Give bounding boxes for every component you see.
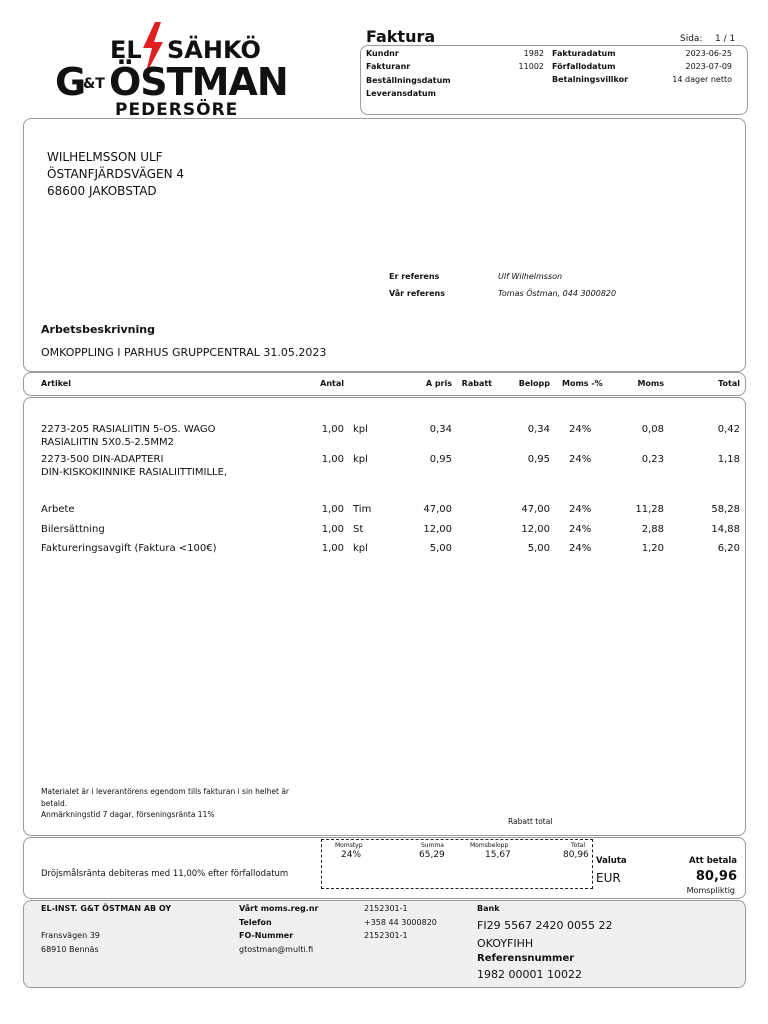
row-moms: 11,28 <box>635 504 664 515</box>
bestallningsdatum-label: Beställningsdatum <box>366 76 451 85</box>
valuta-label: Valuta <box>596 856 627 866</box>
row-unit: kpl <box>353 543 368 554</box>
fakturanr-value: 11002 <box>518 62 544 71</box>
logo-amp-t: &T <box>83 76 105 92</box>
momsbelopp-value: 15,67 <box>485 850 511 860</box>
row-belopp: 0,34 <box>527 424 550 435</box>
momsbelopp-label: Momsbelopp <box>470 842 509 849</box>
row-artikel: Faktureringsavgift (Faktura <100€) <box>41 543 217 554</box>
table-row-desc <box>0 437 768 451</box>
momstyp-label: Momstyp <box>335 842 363 849</box>
row-unit: Tim <box>353 504 372 515</box>
row-belopp: 5,00 <box>527 543 550 554</box>
er-referens-value: Ulf Wilhelmsson <box>498 272 563 281</box>
row-unit: kpl <box>353 424 368 435</box>
table-row <box>0 504 768 518</box>
col-rabatt: Rabatt <box>461 379 492 388</box>
total-value: 80,96 <box>563 850 589 860</box>
momspliktig-label: Momspliktig <box>686 886 735 895</box>
dröjsmalsranta-note: Dröjsmålsränta debiteras med 11,00% efter förfallodatum <box>41 869 289 879</box>
table-row <box>0 543 768 557</box>
row-moms: 0,23 <box>641 454 664 465</box>
terms-line-2: betald. <box>41 798 68 808</box>
total-label: Total <box>571 842 586 849</box>
row-artikel: 2273-205 RASIALIITIN 5-OS. WAGO <box>41 424 216 435</box>
att-betala-value: 80,96 <box>695 869 737 884</box>
col-total: Total <box>718 379 740 388</box>
fakturadatum-label: Fakturadatum <box>552 49 616 58</box>
logo-el: EL <box>110 36 142 64</box>
row-total: 0,42 <box>717 424 740 435</box>
footer-tel-label: Telefon <box>239 918 272 927</box>
col-artikel: Artikel <box>41 379 71 388</box>
table-row <box>0 454 768 468</box>
terms-note <box>41 786 289 821</box>
logo-ostman: ÖSTMAN <box>109 60 288 104</box>
row-antal: 1,00 <box>321 543 344 554</box>
rabatt-total-label: Rabatt total <box>508 817 553 826</box>
terms-line-3: Anmärkningstid 7 dagar, förseningsränta 11% <box>41 810 215 819</box>
footer-bank-label: Bank <box>477 904 500 913</box>
fakturanr-label: Fakturanr <box>366 62 411 71</box>
row-total: 14,88 <box>711 524 740 535</box>
footer-iban: FI29 5567 2420 0055 22 <box>477 919 613 932</box>
row-moms-pct: 24% <box>569 504 592 515</box>
row-apris: 0,95 <box>429 454 452 465</box>
row-moms-pct: 24% <box>569 424 592 435</box>
footer-ref-label: Referensnummer <box>477 953 575 964</box>
col-belopp: Belopp <box>518 379 550 388</box>
row-artikel: 2273-500 DIN-ADAPTERI <box>41 454 164 465</box>
row-moms: 2,88 <box>641 524 664 535</box>
betalningsvillkor-label: Betalningsvillkor <box>552 75 629 84</box>
momstyp-value: 24% <box>341 850 362 860</box>
summa-label: Summa <box>421 842 444 849</box>
logo-g: G <box>55 60 86 104</box>
er-referens-label: Er referens <box>389 272 440 281</box>
row-apris: 12,00 <box>423 524 452 535</box>
row-belopp: 12,00 <box>521 524 550 535</box>
row-artikel-desc: RASIALIITIN 5X0.5-2.5MM2 <box>41 437 174 448</box>
footer-tel-value: +358 44 3000820 <box>364 918 437 927</box>
page-label: Sida: <box>680 34 703 44</box>
footer-ref-value: 1982 00001 10022 <box>477 968 582 981</box>
footer-city: 68910 Bennäs <box>41 945 99 954</box>
row-moms-pct: 24% <box>569 454 592 465</box>
row-apris: 0,34 <box>429 424 452 435</box>
footer-street: Fransvägen 39 <box>41 931 100 940</box>
arbetsbeskrivning-label: Arbetsbeskrivning <box>41 323 155 336</box>
row-apris: 5,00 <box>429 543 452 554</box>
footer-box <box>23 900 746 988</box>
col-antal: Antal <box>320 379 344 388</box>
row-total: 58,28 <box>711 504 740 515</box>
col-apris: A pris <box>425 379 452 388</box>
footer-moms-value: 2152301-1 <box>364 904 408 913</box>
row-moms-pct: 24% <box>569 543 592 554</box>
row-artikel-desc: DIN-KISKOKIINNIKE RASIALIITTIMILLE, <box>41 467 228 478</box>
customer-street: ÖSTANFJÄRDSVÄGEN 4 <box>47 167 185 181</box>
fakturadatum-value: 2023-06-25 <box>685 49 732 58</box>
customer-city: 68600 JAKOBSTAD <box>47 184 157 198</box>
row-artikel: Arbete <box>41 504 75 515</box>
row-belopp: 0,95 <box>527 454 550 465</box>
row-unit: St <box>353 524 364 535</box>
row-moms: 1,20 <box>641 543 664 554</box>
footer-fo-label: FO-Nummer <box>239 931 294 940</box>
page-value: 1 / 1 <box>715 34 736 44</box>
row-total: 6,20 <box>717 543 740 554</box>
att-betala-label: Att betala <box>689 856 737 866</box>
valuta-value: EUR <box>596 871 621 885</box>
invoice-title: Faktura <box>366 27 436 46</box>
customer-address <box>47 149 184 200</box>
summa-value: 65,29 <box>419 850 445 860</box>
row-belopp: 47,00 <box>521 504 550 515</box>
kundnr-label: Kundnr <box>366 49 399 58</box>
betalningsvillkor-value: 14 dager netto <box>672 75 732 84</box>
row-antal: 1,00 <box>321 504 344 515</box>
footer-bic: OKOYFIHH <box>477 937 534 950</box>
logo-sahko: SÄHKÖ <box>167 36 261 64</box>
table-row <box>0 524 768 538</box>
row-moms-pct: 24% <box>569 524 592 535</box>
forfallodatum-value: 2023-07-09 <box>685 62 732 71</box>
table-row <box>0 424 768 438</box>
row-antal: 1,00 <box>321 454 344 465</box>
logo-pedersore: PEDERSÖRE <box>115 100 239 120</box>
row-antal: 1,00 <box>321 524 344 535</box>
row-total: 1,18 <box>717 454 740 465</box>
footer-email: gtostman@multi.fi <box>239 945 314 954</box>
footer-moms-label: Vårt moms.reg.nr <box>239 904 319 913</box>
leveransdatum-label: Leveransdatum <box>366 89 436 98</box>
customer-name: WILHELMSSON ULF <box>47 150 163 164</box>
table-row-desc <box>0 467 768 481</box>
row-unit: kpl <box>353 454 368 465</box>
row-apris: 47,00 <box>423 504 452 515</box>
var-referens-label: Vår referens <box>389 289 445 298</box>
col-moms: Moms <box>637 379 664 388</box>
kundnr-value: 1982 <box>523 49 544 58</box>
arbetsbeskrivning-text: OMKOPPLING I PARHUS GRUPPCENTRAL 31.05.2023 <box>41 346 327 359</box>
row-artikel: Bilersättning <box>41 524 105 535</box>
footer-fo-value: 2152301-1 <box>364 931 408 940</box>
company-logo <box>57 20 297 120</box>
row-moms: 0,08 <box>641 424 664 435</box>
terms-line-1: Materialet är i leverantörens egendom tills fakturan i sin helhet är <box>41 787 290 796</box>
row-antal: 1,00 <box>321 424 344 435</box>
col-moms-pct: Moms -% <box>562 379 603 388</box>
forfallodatum-label: Förfallodatum <box>552 62 616 71</box>
footer-company: EL-INST. G&T ÖSTMAN AB OY <box>41 904 172 913</box>
var-referens-value: Tomas Östman, 044 3000820 <box>498 289 617 298</box>
